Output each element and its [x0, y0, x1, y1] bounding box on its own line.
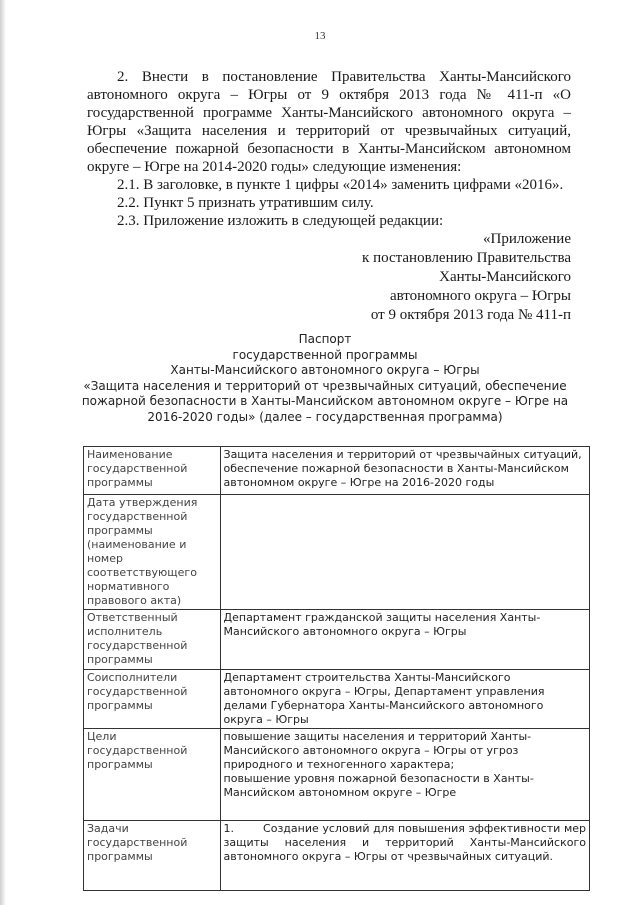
amendment-text [87, 68, 571, 230]
row-value [220, 729, 589, 821]
passport-table [83, 446, 590, 891]
appendix-line: к постановлению Правительства [362, 250, 571, 266]
table-row [84, 610, 590, 670]
row-label: Цели государственной программы [84, 729, 221, 821]
passport-title-line: государственной программы [232, 347, 418, 362]
row-value: Департамент строительства Ханты-Мансийского автономного округа – Югры, Департамент управления делами Губернатора Ханты-Мансийского автономного округа – Югры [220, 670, 589, 729]
table-row [84, 729, 590, 821]
appendix-line: от 9 октября 2013 года № 411-п [370, 307, 571, 323]
appendix-line: Ханты-Мансийского [439, 269, 571, 285]
amendment-paragraph: 2. Внести в постановление Правительства Ханты-Мансийского автономного округа – Югры от 9 октября 2013 года № 411-п «О государственной программе Ханты-Мансийского автономного округа – Югры «Защита населения и территорий от чрезвычайных ситуаций, обеспечение пожарной безопасности в Ханты-Мансийском автономном округе – Югре на 2014-2020 годы» следующие изменения: [87, 69, 571, 175]
passport-title-line: «Защита населения и территорий от чрезвычайных ситуаций, обеспечение пожарной безопасности в Ханты-Мансийском автономном округе – Югре на 2016-2020 годы» (далее – государственная программа) [81, 378, 569, 424]
row-value: Защита населения и территорий от чрезвычайных ситуаций, обеспечение пожарной безопасности в Ханты-Мансийском автономном округе – Югре на 2016-2020 годы [220, 447, 589, 495]
appendix-header [362, 230, 571, 325]
passport-title [80, 332, 570, 425]
table-row [84, 821, 590, 891]
row-label: Соисполнители государственной программы [84, 670, 221, 729]
table-row [84, 447, 590, 495]
row-label: Ответственный исполнитель государственной программы [84, 610, 221, 670]
row-label: Наименование государственной программы [84, 447, 221, 495]
row-label: Дата утверждения государственной программы (наименование и номер соответствующего нормативного правового акта) [84, 495, 221, 610]
goal-1: повышение защиты населения и территорий Ханты-Мансийского автономного округа – Югры от угроз природного и техногенного характера; [223, 730, 532, 771]
table-row [84, 495, 590, 610]
appendix-line: автономного округа – Югры [389, 288, 571, 304]
row-value: Департамент гражданской защиты населения Ханты-Мансийского автономного округа – Югры [220, 610, 589, 670]
amendment-item-2-1: 2.1. В заголовке, в пункте 1 цифры «2014» заменить цифрами «2016». [117, 177, 564, 193]
appendix-line: «Приложение [482, 231, 571, 247]
goal-2: повышение уровня пожарной безопасности в Ханты-Мансийском автономном округе – Югре [223, 772, 534, 799]
passport-title-line: Ханты-Мансийского автономного округа – Югры [170, 363, 480, 377]
amendment-item-2-2: 2.2. Пункт 5 признать утратившим силу. [117, 195, 374, 211]
row-label: Задачи государственной программы [84, 821, 221, 891]
passport-title-line: Паспорт [298, 332, 352, 346]
row-value: 1. Создание условий для повышения эффективности мер защиты населения и территорий Ханты-Мансийского автономного округа – Югры от чрезвычайных ситуаций. [220, 821, 589, 891]
amendment-item-2-3: 2.3. Приложение изложить в следующей редакции: [117, 213, 444, 229]
page-edge-shadow [0, 0, 6, 905]
page-number: 13 [314, 30, 326, 42]
table-row [84, 670, 590, 729]
row-value [220, 495, 589, 610]
